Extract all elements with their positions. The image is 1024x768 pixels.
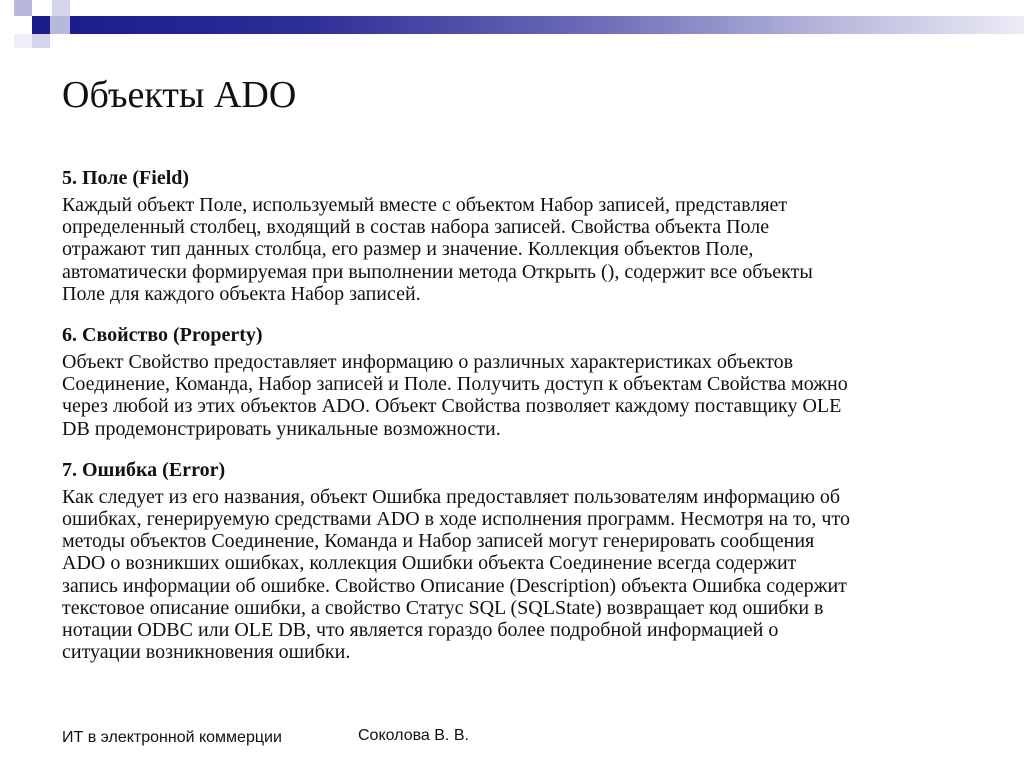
section-body: Объект Свойство предоставляет информацию о различных характеристиках объектов Соединение, Команда, Набор записей и Поле. Получить доступ к объектам Свойства можно через любой из этих объектов ADO. Объект Свойства позволяет каждому поставщику OLE DB продемонстрировать уникальные возможности. xyxy=(62,351,848,440)
section-heading: 7. Ошибка (Error) xyxy=(62,458,226,481)
deco-square xyxy=(14,16,32,34)
slide-content xyxy=(62,165,962,680)
footer-author: Соколова В. В. xyxy=(358,727,469,744)
section-body: Как следует из его названия, объект Ошибка предоставляет пользователям информацию об ошибках, генерируемую средствами ADO в ходе исполнения программ. Несмотря на то, что методы объектов Соединение, Команда и Набор записей могут генерировать сообщения ADO о возникших ошибках, коллекция Ошибки объекта Соединение всегда содержит запись информации об ошибке. Свойство Описание (Description) объекта Ошибка содержит текстовое описание ошибки, а свойство Статус SQL (SQLState) возвращает код ошибки в нотации ODBC или OLE DB, что является гораздо более подробной информацией о ситуации возникновения ошибки. xyxy=(62,485,850,664)
deco-square xyxy=(32,16,50,34)
deco-square xyxy=(50,16,70,34)
deco-square xyxy=(32,34,50,48)
slide-title: Объекты ADO xyxy=(62,74,297,116)
deco-square xyxy=(14,0,32,16)
footer-course-title: ИТ в электронной коммерции xyxy=(62,729,282,746)
section-field xyxy=(62,165,962,305)
deco-square xyxy=(14,34,32,48)
section-heading: 5. Поле (Field) xyxy=(62,167,190,189)
deco-square xyxy=(34,0,50,16)
deco-square xyxy=(0,16,14,34)
header-gradient-band xyxy=(70,16,1024,34)
deco-square xyxy=(52,0,70,16)
section-body: Каждый объект Поле, используемый вместе с объектом Набор записей, представляет определенный столбец, входящий в состав набора записей. Свойства объекта Поле отражают тип данных столбца, его размер и значение. Коллекция объектов Поле, автоматически формируемая при выполнении метода Открыть (), содержит все объекты Поле для каждого объекта Набор записей. xyxy=(62,194,813,305)
section-heading: 6. Свойство (Property) xyxy=(62,324,263,347)
section-error xyxy=(62,457,962,664)
section-property xyxy=(62,322,962,440)
header-decoration xyxy=(0,0,1024,48)
